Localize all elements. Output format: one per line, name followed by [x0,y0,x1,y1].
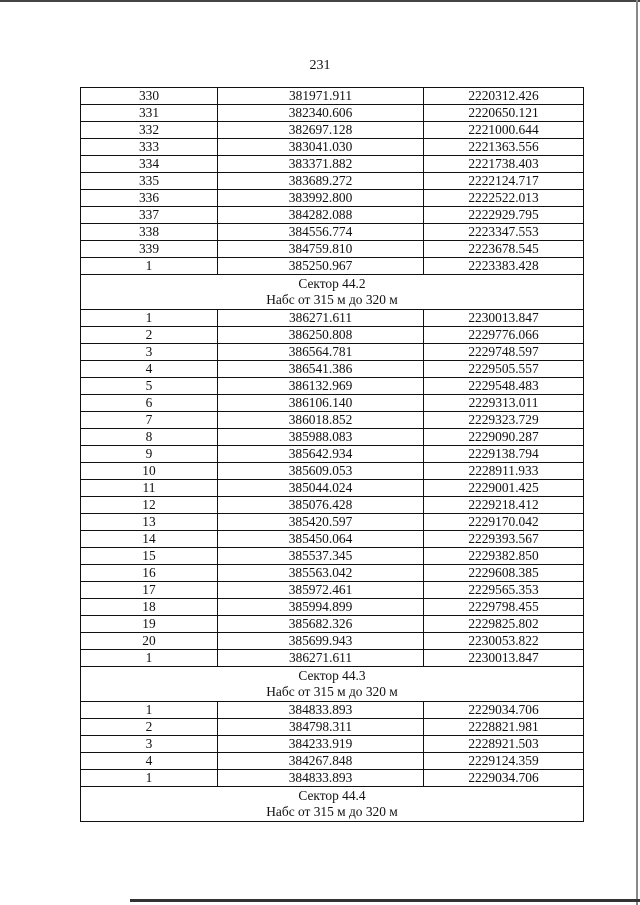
point-number-cell: 12 [81,497,218,514]
x-coordinate-cell: 385682.326 [218,616,424,633]
x-coordinate-cell: 385609.053 [218,463,424,480]
point-number-cell: 10 [81,463,218,480]
y-coordinate-cell: 2230053.822 [424,633,584,650]
x-coordinate-cell: 383689.272 [218,173,424,190]
y-coordinate-cell: 2229323.729 [424,412,584,429]
x-coordinate-cell: 386106.140 [218,395,424,412]
y-coordinate-cell: 2229382.850 [424,548,584,565]
y-coordinate-cell: 2229825.802 [424,616,584,633]
table-row [81,446,584,463]
y-coordinate-cell: 2229090.287 [424,429,584,446]
y-coordinate-cell: 2229138.794 [424,446,584,463]
point-number-cell: 333 [81,139,218,156]
point-number-cell: 7 [81,412,218,429]
y-coordinate-cell: 2230013.847 [424,310,584,327]
point-number-cell: 332 [81,122,218,139]
point-number-cell: 335 [81,173,218,190]
point-number-cell: 19 [81,616,218,633]
x-coordinate-cell: 384759.810 [218,241,424,258]
x-coordinate-cell: 384267.848 [218,753,424,770]
point-number-cell: 6 [81,395,218,412]
y-coordinate-cell: 2228821.981 [424,719,584,736]
scan-border-right [636,0,638,905]
table-row [81,736,584,753]
table-row [81,361,584,378]
point-number-cell: 2 [81,327,218,344]
y-coordinate-cell: 2229218.412 [424,497,584,514]
table-row [81,105,584,122]
y-coordinate-cell: 2222929.795 [424,207,584,224]
table-row [81,224,584,241]
table-row [81,378,584,395]
table-row [81,650,584,667]
table-row [81,565,584,582]
point-number-cell: 18 [81,599,218,616]
point-number-cell: 14 [81,531,218,548]
point-number-cell: 331 [81,105,218,122]
point-number-cell: 8 [81,429,218,446]
point-number-cell: 3 [81,736,218,753]
y-coordinate-cell: 2222124.717 [424,173,584,190]
x-coordinate-cell: 386250.808 [218,327,424,344]
table-row [81,429,584,446]
x-coordinate-cell: 382340.606 [218,105,424,122]
x-coordinate-cell: 384833.893 [218,702,424,719]
table-row [81,719,584,736]
table-row [81,480,584,497]
table-row [81,463,584,480]
table-row [81,582,584,599]
scan-border-top [0,0,640,2]
point-number-cell: 2 [81,719,218,736]
sector-elevation: Набс от 315 м до 320 м [266,804,398,819]
x-coordinate-cell: 385250.967 [218,258,424,275]
table-row [81,497,584,514]
y-coordinate-cell: 2229505.557 [424,361,584,378]
y-coordinate-cell: 2221000.644 [424,122,584,139]
y-coordinate-cell: 2220312.426 [424,88,584,105]
point-number-cell: 13 [81,514,218,531]
point-number-cell: 1 [81,650,218,667]
table-row [81,190,584,207]
point-number-cell: 330 [81,88,218,105]
x-coordinate-cell: 385076.428 [218,497,424,514]
x-coordinate-cell: 384833.893 [218,770,424,787]
point-number-cell: 338 [81,224,218,241]
x-coordinate-cell: 383371.882 [218,156,424,173]
x-coordinate-cell: 384282.088 [218,207,424,224]
x-coordinate-cell: 386271.611 [218,650,424,667]
point-number-cell: 1 [81,258,218,275]
y-coordinate-cell: 2229034.706 [424,702,584,719]
sector-header-cell [81,667,584,702]
y-coordinate-cell: 2229565.353 [424,582,584,599]
y-coordinate-cell: 2221738.403 [424,156,584,173]
point-number-cell: 9 [81,446,218,463]
table-row [81,702,584,719]
y-coordinate-cell: 2229748.597 [424,344,584,361]
table-row [81,156,584,173]
point-number-cell: 17 [81,582,218,599]
point-number-cell: 1 [81,770,218,787]
sector-title: Сектор 44.2 [298,276,366,291]
y-coordinate-cell: 2222522.013 [424,190,584,207]
table-row [81,616,584,633]
x-coordinate-cell: 385699.943 [218,633,424,650]
sector-title: Сектор 44.4 [298,788,366,803]
y-coordinate-cell: 2229548.483 [424,378,584,395]
point-number-cell: 1 [81,702,218,719]
table-row [81,344,584,361]
x-coordinate-cell: 381971.911 [218,88,424,105]
table-row [81,258,584,275]
table-row [81,122,584,139]
x-coordinate-cell: 386271.611 [218,310,424,327]
y-coordinate-cell: 2223678.545 [424,241,584,258]
sector-elevation: Набс от 315 м до 320 м [266,292,398,307]
table-row [81,395,584,412]
y-coordinate-cell: 2229124.359 [424,753,584,770]
x-coordinate-cell: 385420.597 [218,514,424,531]
x-coordinate-cell: 385994.899 [218,599,424,616]
sector-header-cell [81,787,584,822]
y-coordinate-cell: 2229798.455 [424,599,584,616]
x-coordinate-cell: 384233.919 [218,736,424,753]
coordinates-table [80,87,584,822]
point-number-cell: 15 [81,548,218,565]
sector-elevation: Набс от 315 м до 320 м [266,684,398,699]
sector-title: Сектор 44.3 [298,668,366,683]
y-coordinate-cell: 2221363.556 [424,139,584,156]
y-coordinate-cell: 2229776.066 [424,327,584,344]
sector-header-row [81,787,584,822]
table-row [81,327,584,344]
table-row [81,139,584,156]
y-coordinate-cell: 2230013.847 [424,650,584,667]
point-number-cell: 334 [81,156,218,173]
point-number-cell: 337 [81,207,218,224]
y-coordinate-cell: 2229393.567 [424,531,584,548]
point-number-cell: 339 [81,241,218,258]
page-number: 231 [309,58,331,73]
table-row [81,531,584,548]
point-number-cell: 3 [81,344,218,361]
y-coordinate-cell: 2223347.553 [424,224,584,241]
x-coordinate-cell: 385972.461 [218,582,424,599]
sector-header-row [81,275,584,310]
point-number-cell: 1 [81,310,218,327]
table-row [81,88,584,105]
x-coordinate-cell: 385563.042 [218,565,424,582]
table-row [81,633,584,650]
y-coordinate-cell: 2228911.933 [424,463,584,480]
sector-header-cell [81,275,584,310]
y-coordinate-cell: 2229313.011 [424,395,584,412]
x-coordinate-cell: 384556.774 [218,224,424,241]
table-row [81,241,584,258]
table-row [81,548,584,565]
y-coordinate-cell: 2220650.121 [424,105,584,122]
table-row [81,770,584,787]
point-number-cell: 5 [81,378,218,395]
y-coordinate-cell: 2229608.385 [424,565,584,582]
x-coordinate-cell: 383041.030 [218,139,424,156]
y-coordinate-cell: 2229170.042 [424,514,584,531]
x-coordinate-cell: 385450.064 [218,531,424,548]
point-number-cell: 11 [81,480,218,497]
point-number-cell: 336 [81,190,218,207]
point-number-cell: 4 [81,361,218,378]
table-row [81,514,584,531]
table-row [81,599,584,616]
x-coordinate-cell: 385044.024 [218,480,424,497]
x-coordinate-cell: 386564.781 [218,344,424,361]
sector-header-row [81,667,584,702]
point-number-cell: 4 [81,753,218,770]
x-coordinate-cell: 386132.969 [218,378,424,395]
y-coordinate-cell: 2229001.425 [424,480,584,497]
table-row [81,310,584,327]
y-coordinate-cell: 2229034.706 [424,770,584,787]
x-coordinate-cell: 385642.934 [218,446,424,463]
x-coordinate-cell: 384798.311 [218,719,424,736]
point-number-cell: 16 [81,565,218,582]
x-coordinate-cell: 382697.128 [218,122,424,139]
table-row [81,753,584,770]
scan-border-bottom [130,899,640,902]
y-coordinate-cell: 2228921.503 [424,736,584,753]
y-coordinate-cell: 2223383.428 [424,258,584,275]
x-coordinate-cell: 385988.083 [218,429,424,446]
x-coordinate-cell: 385537.345 [218,548,424,565]
table-row [81,173,584,190]
x-coordinate-cell: 386541.386 [218,361,424,378]
table-row [81,207,584,224]
x-coordinate-cell: 383992.800 [218,190,424,207]
table-row [81,412,584,429]
point-number-cell: 20 [81,633,218,650]
coordinates-table-body [81,88,584,822]
x-coordinate-cell: 386018.852 [218,412,424,429]
